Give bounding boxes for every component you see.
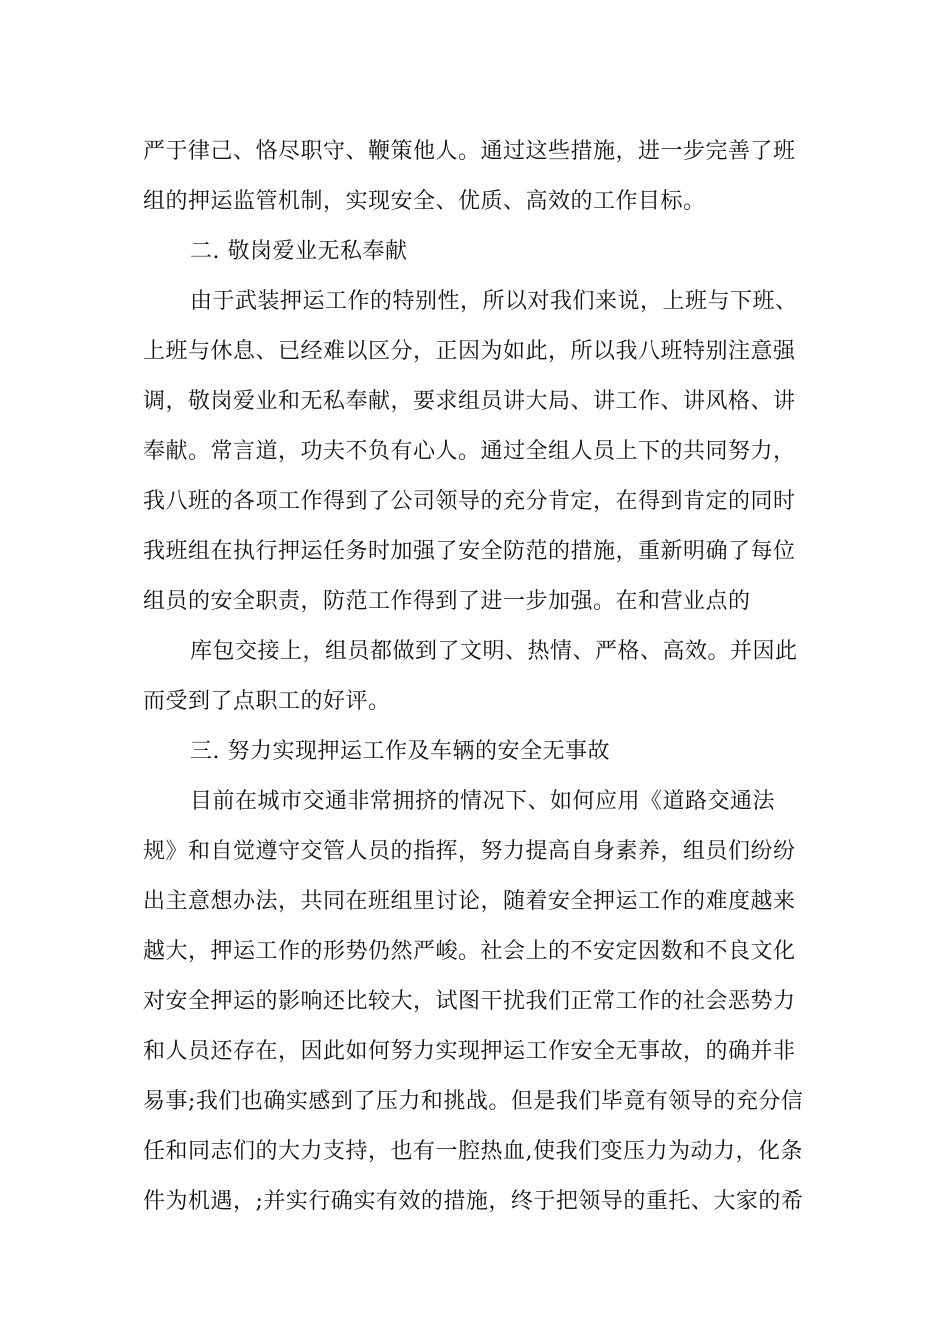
text-line: 对安全押运的影响还比较大，试图干扰我们正常工作的社会恶势力 <box>143 989 796 1014</box>
text-line: 由于武装押运工作的特别性，所以对我们来说，上班与下班、 <box>190 289 798 314</box>
text-line: 规》和自觉遵守交管人员的指挥，努力提高自身素养，组员们纷纷 <box>143 839 796 864</box>
text-line: 我八班的各项工作得到了公司领导的充分肯定，在得到肯定的同时 <box>143 489 796 514</box>
text-line: 上班与休息、已经难以区分，正因为如此，所以我八班特别注意强 <box>143 339 796 364</box>
text-line: 件为机遇，;并实行确实有效的措施，终于把领导的重托、大家的希 <box>143 1189 804 1214</box>
text-line: 而受到了点职工的好评。 <box>143 689 391 714</box>
section-heading: 三. 努力实现押运工作及车辆的安全无事故 <box>190 739 610 764</box>
text-line: 出主意想办法，共同在班组里讨论，随着安全押运工作的难度越来 <box>143 889 796 914</box>
section-heading: 二. 敬岗爱业无私奉献 <box>190 239 408 264</box>
text-line: 库包交接上，组员都做到了文明、热情、严格、高效。并因此 <box>190 639 798 664</box>
text-line: 调，敬岗爱业和无私奉献，要求组员讲大局、讲工作、讲风格、讲 <box>143 389 796 414</box>
text-line: 我班组在执行押运任务时加强了安全防范的措施，重新明确了每位 <box>143 539 796 564</box>
text-line: 任和同志们的大力支持，也有一腔热血,使我们变压力为动力，化条 <box>143 1139 803 1164</box>
text-line: 越大，押运工作的形势仍然严峻。社会上的不安定因数和不良文化 <box>143 939 796 964</box>
text-line: 和人员还存在，因此如何努力实现押运工作安全无事故，的确并非 <box>143 1039 796 1064</box>
text-line: 组的押运监管机制，实现安全、优质、高效的工作目标。 <box>143 189 706 214</box>
text-line: 奉献。常言道，功夫不负有心人。通过全组人员上下的共同努力， <box>143 439 796 464</box>
text-line: 目前在城市交通非常拥挤的情况下、如何应用《道路交通法 <box>190 789 776 814</box>
text-line: 严于律己、恪尽职守、鞭策他人。通过这些措施，进一步完善了班 <box>143 139 796 164</box>
text-line: 易事;我们也确实感到了压力和挑战。但是我们毕竟有领导的充分信 <box>143 1089 804 1114</box>
text-line: 组员的安全职责，防范工作得到了进一步加强。在和营业点的 <box>143 589 751 614</box>
